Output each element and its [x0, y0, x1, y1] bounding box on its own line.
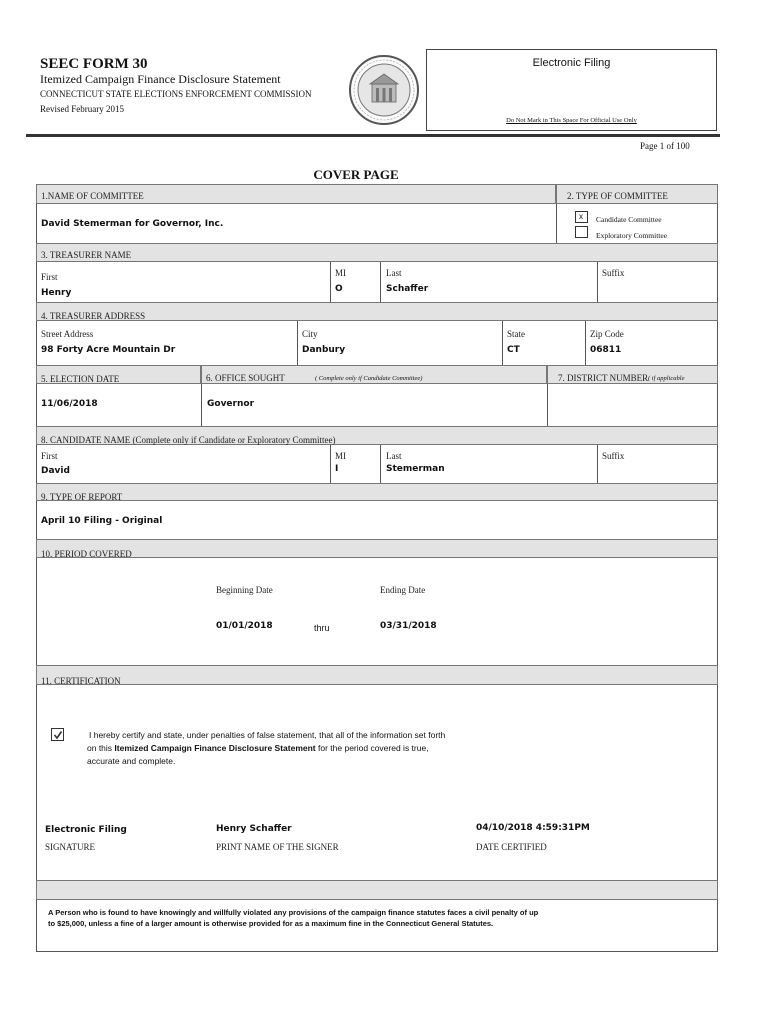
divider — [547, 384, 548, 426]
section-7-note: ( if applicable — [648, 375, 685, 382]
header-rule — [26, 134, 720, 137]
date-certified-label: DATE CERTIFIED — [476, 842, 547, 852]
section-2-header — [556, 184, 718, 204]
treasurer-first-value: Henry — [41, 288, 72, 298]
section-9-header — [36, 483, 718, 501]
treasurer-mi-label: MI — [335, 268, 346, 278]
candidate-first-value: David — [41, 466, 70, 476]
report-type-value: April 10 Filing - Original — [41, 516, 163, 526]
office-sought-value: Governor — [207, 399, 255, 409]
divider — [597, 445, 598, 483]
penalty-warning-line-2: to $25,000, unless a fine of a larger amount is otherwise provided for as a maximum fine in the Connecticut General Statutes. — [48, 919, 494, 928]
form-title: SEEC FORM 30 — [40, 56, 148, 72]
exploratory-committee-label: Exploratory Committee — [596, 231, 668, 240]
city-value: Danbury — [302, 345, 346, 355]
candidate-suffix-label: Suffix — [602, 451, 625, 461]
section-5-label: 5. ELECTION DATE — [41, 374, 120, 384]
date-certified-value: 04/10/2018 4:59:31PM — [476, 823, 590, 833]
certification-line-3: accurate and complete. — [87, 756, 176, 766]
zip-label: Zip Code — [590, 329, 624, 339]
section-3-label: 3. TREASURER NAME — [41, 250, 132, 260]
section-11-label: 11. CERTIFICATION — [41, 676, 121, 686]
divider — [330, 445, 331, 483]
ending-date-label: Ending Date — [380, 585, 426, 595]
form-subtitle: Itemized Campaign Finance Disclosure Statement — [40, 72, 281, 86]
section-10-label: 10. PERIOD COVERED — [41, 549, 132, 559]
check-icon — [53, 730, 63, 740]
section-6-header — [201, 365, 547, 384]
candidate-last-value: Stemerman — [386, 464, 445, 474]
certification-line-2-post: for the period covered is true, — [315, 743, 429, 753]
divider — [330, 262, 331, 302]
divider — [556, 204, 557, 243]
form-frame — [36, 184, 718, 952]
street-value: 98 Forty Acre Mountain Dr — [41, 345, 176, 355]
official-use-box — [426, 49, 717, 131]
thru-text: thru — [314, 623, 330, 633]
section-8-label: 8. CANDIDATE NAME (Complete only if Candidate or Exploratory Committee) — [41, 435, 336, 445]
street-label: Street Address — [41, 329, 94, 339]
section-4-header — [36, 302, 718, 321]
signature-value: Electronic Filing — [45, 825, 127, 835]
section-10-header — [36, 539, 718, 558]
beginning-date-value: 01/01/2018 — [216, 621, 273, 631]
candidate-mi-value: I — [335, 464, 339, 474]
penalty-warning-line-1: A Person who is found to have knowingly and willfully violated any provisions of the campaign finance statutes faces a civil penalty of up — [48, 908, 539, 917]
certification-line-2-pre: on this — [87, 743, 115, 753]
treasurer-last-value: Schaffer — [386, 284, 429, 294]
section-11-header — [36, 665, 718, 685]
candidate-committee-label: Candidate Committee — [596, 215, 662, 224]
signer-name-value: Henry Schaffer — [216, 824, 292, 834]
section-2-label: 2. TYPE OF COMMITTEE — [567, 191, 668, 201]
divider — [201, 384, 202, 426]
candidate-last-label: Last — [386, 451, 402, 461]
divider — [380, 445, 381, 483]
section-6-note: ( Complete only if Candidate Committee) — [315, 375, 423, 382]
page-label: Page 1 of 100 — [640, 141, 690, 151]
section-6-label: 6. OFFICE SOUGHT — [206, 373, 285, 383]
city-label: City — [302, 329, 318, 339]
certification-statement-name: Itemized Campaign Finance Disclosure Statement — [114, 743, 316, 753]
official-box-title: Electronic Filing — [532, 57, 611, 69]
divider — [597, 262, 598, 302]
signature-label: SIGNATURE — [45, 842, 96, 852]
treasurer-last-label: Last — [386, 268, 402, 278]
treasurer-first-label: First — [41, 272, 58, 282]
divider — [502, 321, 503, 365]
candidate-committee-checkbox[interactable] — [575, 211, 588, 223]
section-7-label: 7. DISTRICT NUMBER — [558, 373, 649, 383]
section-8-header — [36, 426, 718, 445]
official-box-note: Do Not Mark in This Space For Official Use Only — [506, 117, 637, 124]
state-label: State — [507, 329, 525, 339]
candidate-first-label: First — [41, 451, 58, 461]
state-seal-icon — [348, 54, 420, 126]
divider — [297, 321, 298, 365]
state-value: CT — [507, 345, 520, 355]
signer-name-label: PRINT NAME OF THE SIGNER — [216, 842, 339, 852]
divider — [585, 321, 586, 365]
agency-name: CONNECTICUT STATE ELECTIONS ENFORCEMENT COMMISSION — [40, 89, 312, 99]
committee-name-value: David Stemerman for Governor, Inc. — [41, 219, 224, 229]
zip-value: 06811 — [590, 345, 622, 355]
section-5-header — [36, 365, 201, 384]
certification-line-2 — [87, 743, 429, 753]
section-7-header — [547, 365, 718, 384]
certify-checkbox[interactable] — [51, 728, 64, 741]
section-1-label: 1.NAME OF COMMITTEE — [41, 191, 144, 201]
beginning-date-label: Beginning Date — [216, 585, 273, 595]
election-date-value: 11/06/2018 — [41, 399, 98, 409]
treasurer-suffix-label: Suffix — [602, 268, 625, 278]
section-4-label: 4. TREASURER ADDRESS — [41, 311, 146, 321]
section-3-header — [36, 243, 718, 262]
revised-date: Revised February 2015 — [40, 104, 124, 114]
ending-date-value: 03/31/2018 — [380, 621, 437, 631]
exploratory-committee-checkbox[interactable] — [575, 226, 588, 238]
candidate-mi-label: MI — [335, 451, 346, 461]
treasurer-mi-value: O — [335, 284, 343, 294]
divider — [380, 262, 381, 302]
section-9-label: 9. TYPE OF REPORT — [41, 492, 123, 502]
certification-line-1: I hereby certify and state, under penalties of false statement, that all of the information set forth — [89, 730, 446, 740]
cover-page-title: COVER PAGE — [313, 167, 399, 182]
footer-bar — [36, 880, 718, 900]
checkbox-mark: x — [579, 212, 583, 221]
section-1-header — [36, 184, 556, 204]
